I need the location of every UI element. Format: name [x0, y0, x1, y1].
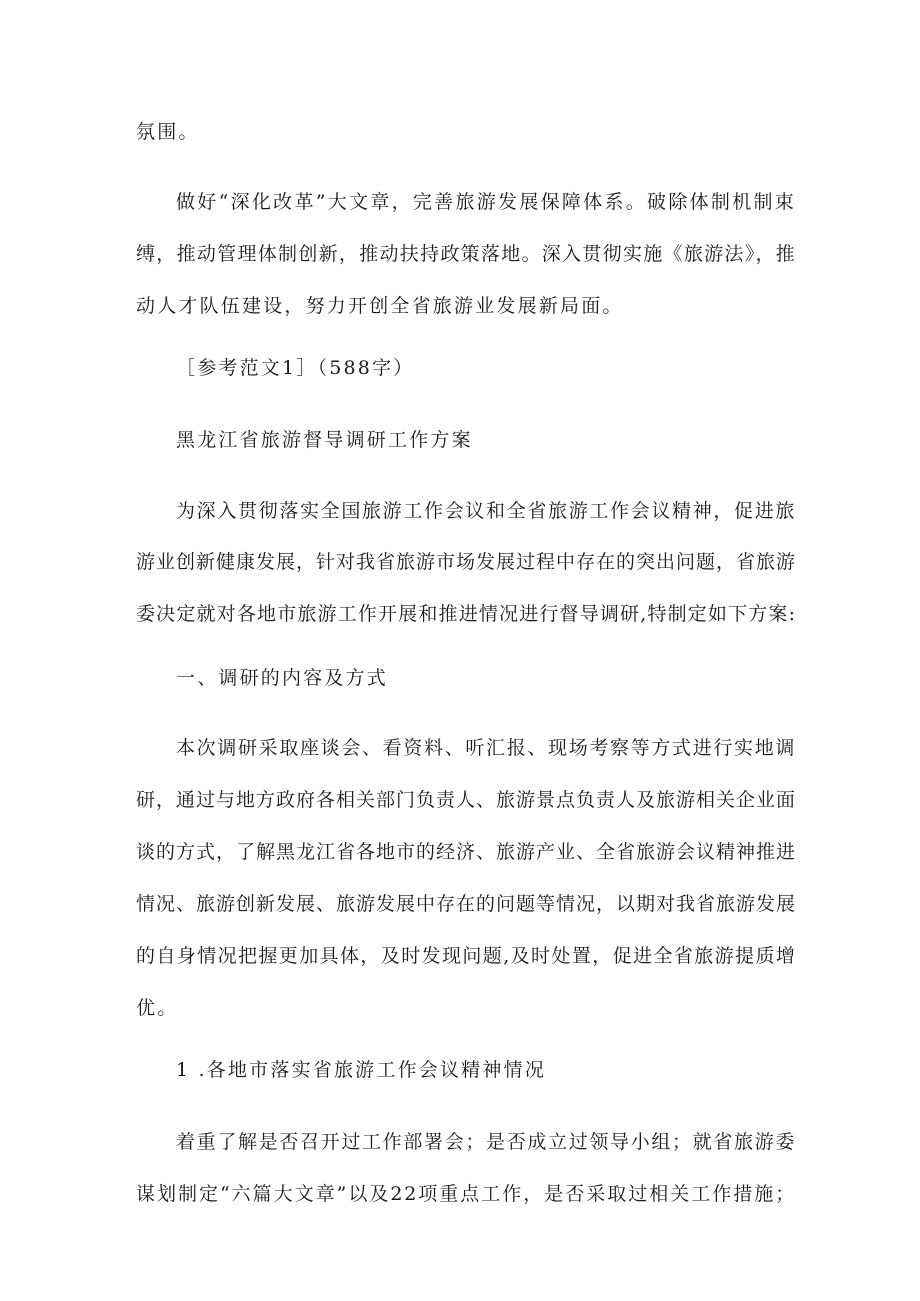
- paragraph-line: 委决定就对各地市旅游工作开展和推进情况进行督导调研,特制定如下方案:: [136, 603, 796, 625]
- paragraph-line: 谋划制定“六篇大文章”以及22项重点工作，是否采取过相关工作措施；: [136, 1183, 796, 1205]
- paragraph-line: 情况、旅游创新发展、旅游发展中存在的问题等情况，以期对我省旅游发展: [136, 893, 797, 915]
- paragraph-line: 缚，推动管理体制创新，推动扶持政策落地。深入贯彻实施《旅游法》，推: [136, 243, 796, 265]
- document-title: 黑龙江省旅游督导调研工作方案: [176, 429, 473, 451]
- paragraph-line: 动人才队伍建设，努力开创全省旅游业发展新局面。: [136, 295, 624, 317]
- paragraph-line: 游业创新健康发展，针对我省旅游市场发展过程中存在的突出问题，省旅游: [136, 551, 797, 573]
- paragraph-line: 做好“深化改革”大文章，完善旅游发展保障体系。破除体制机制束: [176, 191, 796, 213]
- paragraph-line: 研，通过与地方政府各相关部门负责人、旅游景点负责人及旅游相关企业面: [136, 789, 797, 811]
- section-heading: 一、调研的内容及方式: [176, 667, 389, 689]
- paragraph-line: 氛围。: [136, 121, 200, 143]
- paragraph-line: 优。: [136, 997, 179, 1019]
- reference-heading: ［参考范文1］（588字）: [176, 357, 415, 379]
- paragraph-line: 本次调研采取座谈会、看资料、听汇报、现场考察等方式进行实地调: [176, 737, 796, 759]
- subsection-heading: 1 .各地市落实省旅游工作会议精神情况: [176, 1059, 546, 1081]
- paragraph-line: 为深入贯彻落实全国旅游工作会议和全省旅游工作会议精神，促进旅: [176, 500, 796, 522]
- paragraph-line: 着重了解是否召开过工作部署会；是否成立过领导小组；就省旅游委: [176, 1131, 796, 1153]
- paragraph-line: 的自身情况把握更加具体，及时发现问题,及时处置，促进全省旅游提质增: [136, 945, 797, 967]
- paragraph-line: 谈的方式，了解黑龙江省各地市的经济、旅游产业、全省旅游会议精神推进: [136, 841, 797, 863]
